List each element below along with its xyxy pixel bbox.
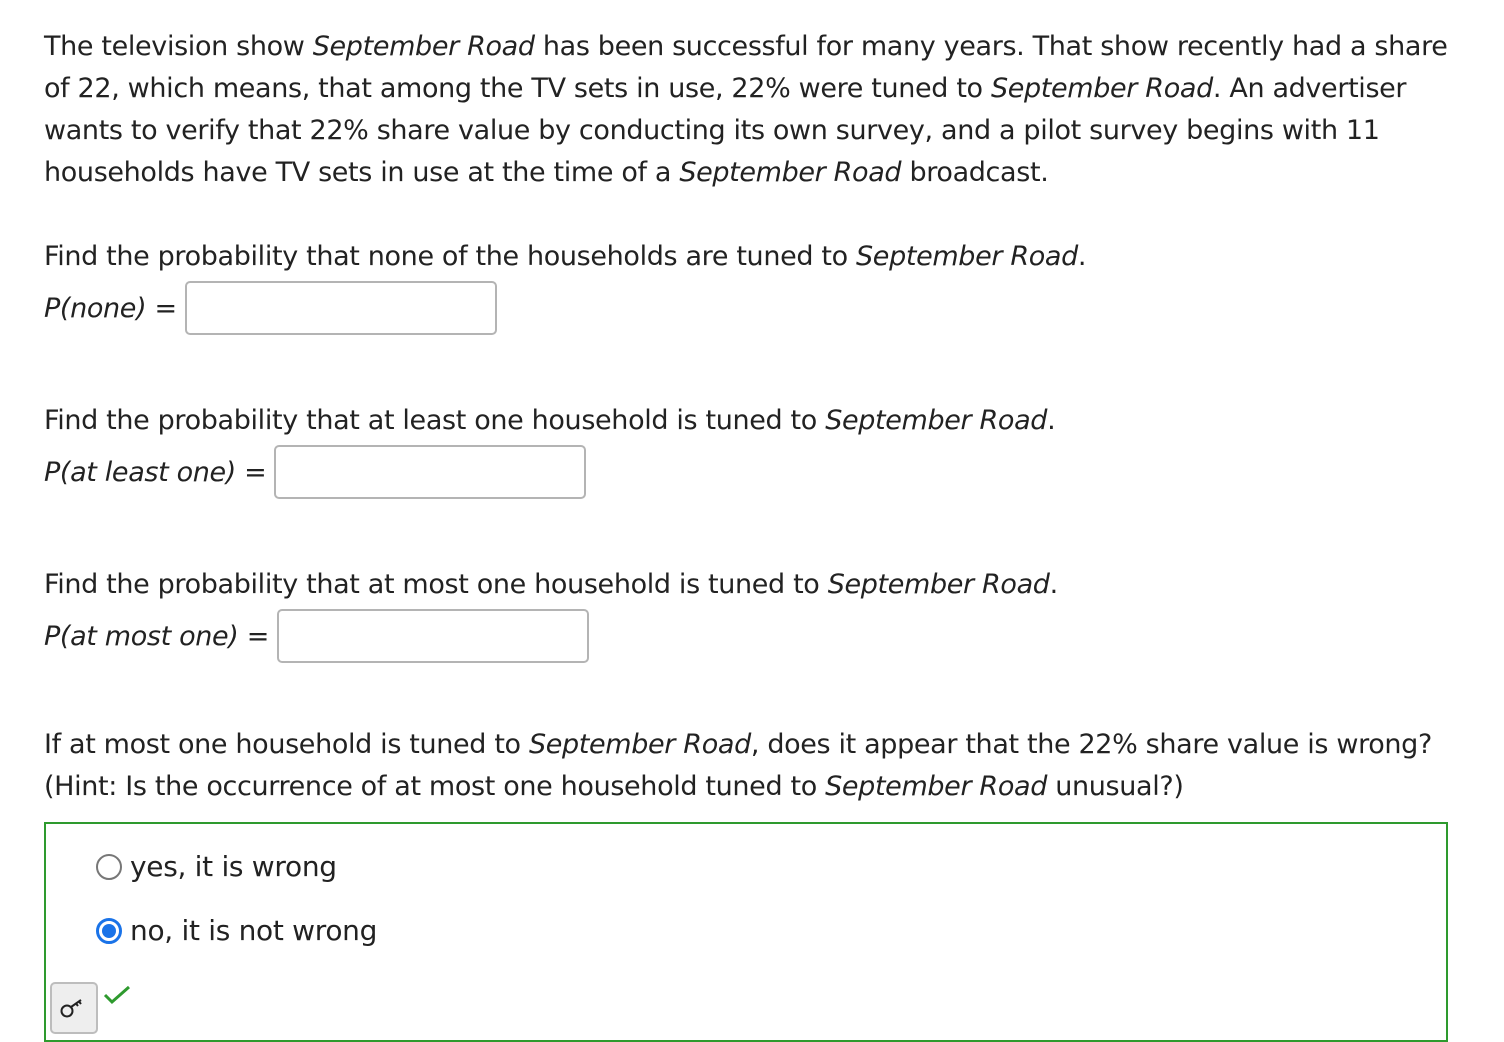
question-at-most-one: Find the probability that at most one household is tuned to September Road.: [44, 569, 1058, 600]
problem-statement: The television show September Road has been successful for many years. That show recently had a share of 22, which means, that among the TV sets in use, 22% were tuned to September Road. An advertiser wants to verify that 22% share value by conducting its own survey, and a pilot survey begins with 11 households have TV sets in use at the time of a September Road broadcast.: [44, 31, 1448, 188]
p-at-least-one-input[interactable]: [274, 445, 586, 499]
option-yes-wrong[interactable]: yes, it is wrong: [96, 850, 337, 883]
checkmark-icon: [102, 984, 132, 1006]
answer-row-at-most-one: P(at most one) =: [44, 606, 1454, 666]
p-none-label: P(none): [44, 292, 147, 324]
answer-row-none: P(none) =: [44, 278, 1454, 338]
show-title: September Road: [312, 31, 535, 62]
p-none-input[interactable]: [185, 281, 497, 335]
p-at-most-one-input[interactable]: [277, 609, 589, 663]
question-share-wrong: If at most one household is tuned to September Road, does it appear that the 22% share value is wrong? (Hint: Is the occurrence of at most one household tuned to September Road unusual?): [44, 729, 1432, 802]
question-container: [44, 26, 1454, 1042]
radio-yes[interactable]: [96, 854, 122, 880]
show-title: September Road: [679, 157, 902, 188]
key-icon: [59, 997, 89, 1019]
question-none: Find the probability that none of the households are tuned to September Road.: [44, 241, 1087, 272]
p-at-least-one-label: P(at least one): [44, 456, 236, 488]
question-at-least-one: Find the probability that at least one household is tuned to September Road.: [44, 405, 1056, 436]
answer-choices-correct: [44, 822, 1448, 1042]
p-at-most-one-label: P(at most one): [44, 620, 239, 652]
option-no-not-wrong[interactable]: no, it is not wrong: [96, 914, 377, 947]
answer-row-at-least-one: P(at least one) =: [44, 442, 1454, 502]
show-title: September Road: [990, 73, 1213, 104]
radio-no-selected[interactable]: [96, 918, 122, 944]
answer-key-button[interactable]: [50, 982, 98, 1034]
